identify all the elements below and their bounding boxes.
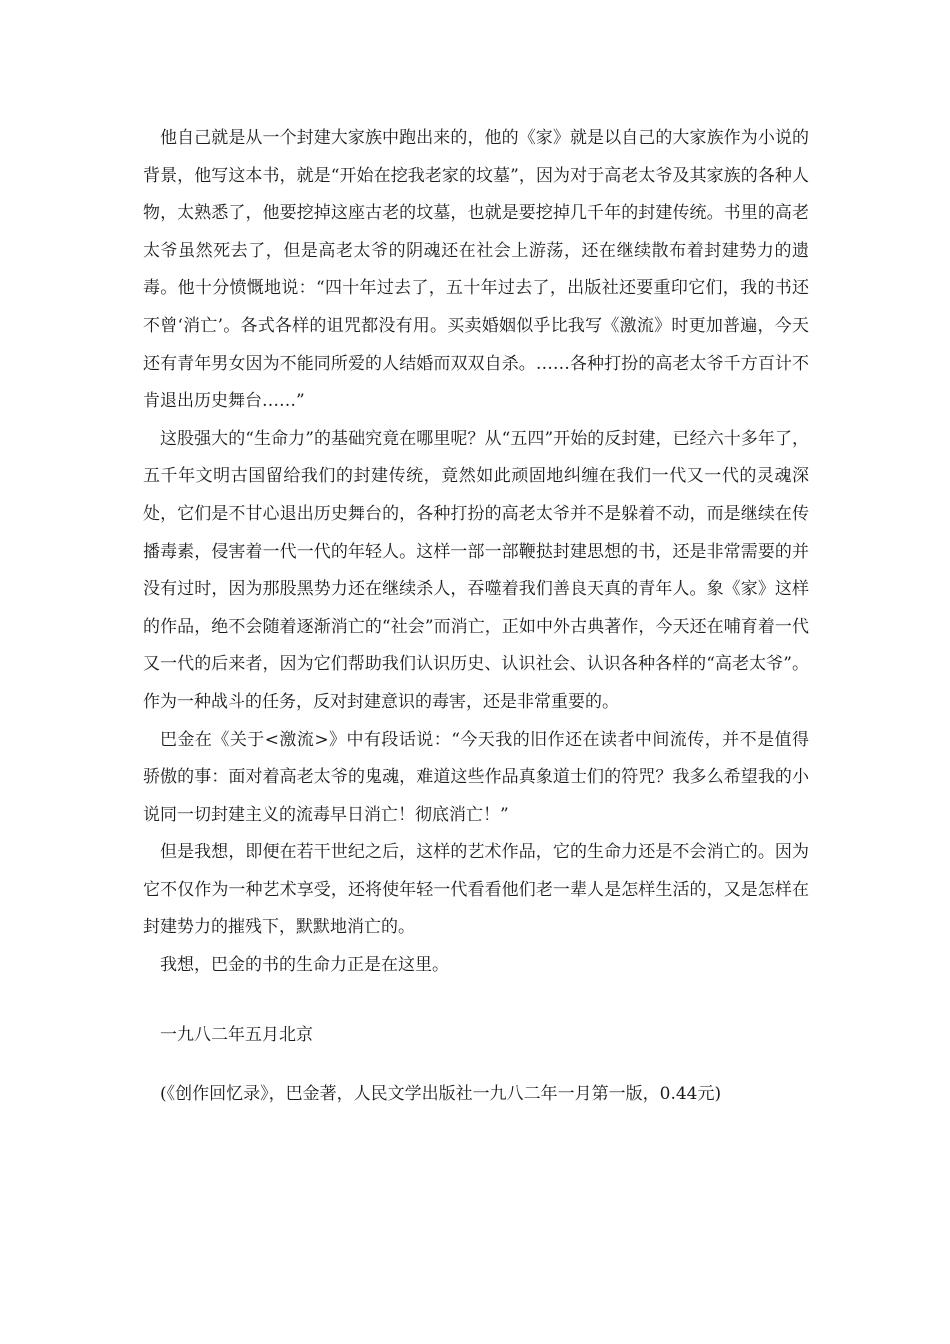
paragraph-1: 他自己就是从一个封建大家族中跑出来的，他的《家》就是以自己的大家族作为小说的背景，他写这本书，就是“开始在挖我老家的坟墓”，因为对于高老太爷及其家族的各种人物，太熟悉了，他要挖掉这座古老的坟墓，也就是要挖掉几千年的封建传统。书里的高老太爷虽然死去了，但是高老太爷的阴魂还在社会上游荡，还在继续散布着封建势力的遗毒。他十分愤慨地说：“四十年过去了，五十年过去了，出版社还要重印它们，我的书还不曾‘消亡’。各式各样的诅咒都没有用。买卖婚姻似乎比我写《激流》时更加普遍，今天还有青年男女因为不能同所爱的人结婚而双双自杀。……各种打扮的高老太爷千方百计不肯退出历史舞台……”	[143, 128, 809, 412]
document-body	[143, 120, 809, 1114]
source-citation: (《创作回忆录》，巴金著，人民文学出版社一九八二年一月第一版，0.44元)	[160, 1084, 722, 1105]
paragraph-2: 这股强大的“生命力”的基础究竟在哪里呢？从“五四”开始的反封建，已经六十多年了，五千年文明古国留给我们的封建传统，竟然如此顽固地纠缠在我们一代又一代的灵魂深处，它们是不甘心退出历史舞台的，各种打扮的高老太爷并不是躲着不动，而是继续在传播毒素，侵害着一代一代的年轻人。这样一部一部鞭挞封建思想的书，还是非常需要的并没有过时，因为那股黑势力还在继续杀人，吞噬着我们善良天真的青年人。象《家》这样的作品，绝不会随着逐渐消亡的“社会”而消亡，正如中外古典著作，今天还在哺育着一代又一代的后来者，因为它们帮助我们认识历史、认识社会、认识各种各样的“高老太爷”。作为一种战斗的任务，反对封建意识的毒害，还是非常重要的。	[143, 428, 809, 712]
paragraph-4: 但是我想，即便在若干世纪之后，这样的艺术作品，它的生命力还是不会消亡的。因为它不仅作为一种艺术享受，还将使年轻一代看看他们老一辈人是怎样生活的，又是怎样在封建势力的摧残下，默默地消亡的。	[143, 842, 809, 938]
paragraph-5: 我想，巴金的书的生命力正是在这里。	[160, 955, 449, 976]
spacer	[143, 985, 809, 1017]
spacer	[143, 1054, 809, 1076]
paragraph-3: 巴金在《关于<激流>》中有段话说：“今天我的旧作还在读者中间流传，并不是值得骄傲的事：面对着高老太爷的鬼魂，难道这些作品真象道士们的符咒？我多么希望我的小说同一切封建主义的流毒早日消亡！彻底消亡！”	[143, 729, 809, 825]
dateline: 一九八二年五月北京	[160, 1024, 313, 1045]
